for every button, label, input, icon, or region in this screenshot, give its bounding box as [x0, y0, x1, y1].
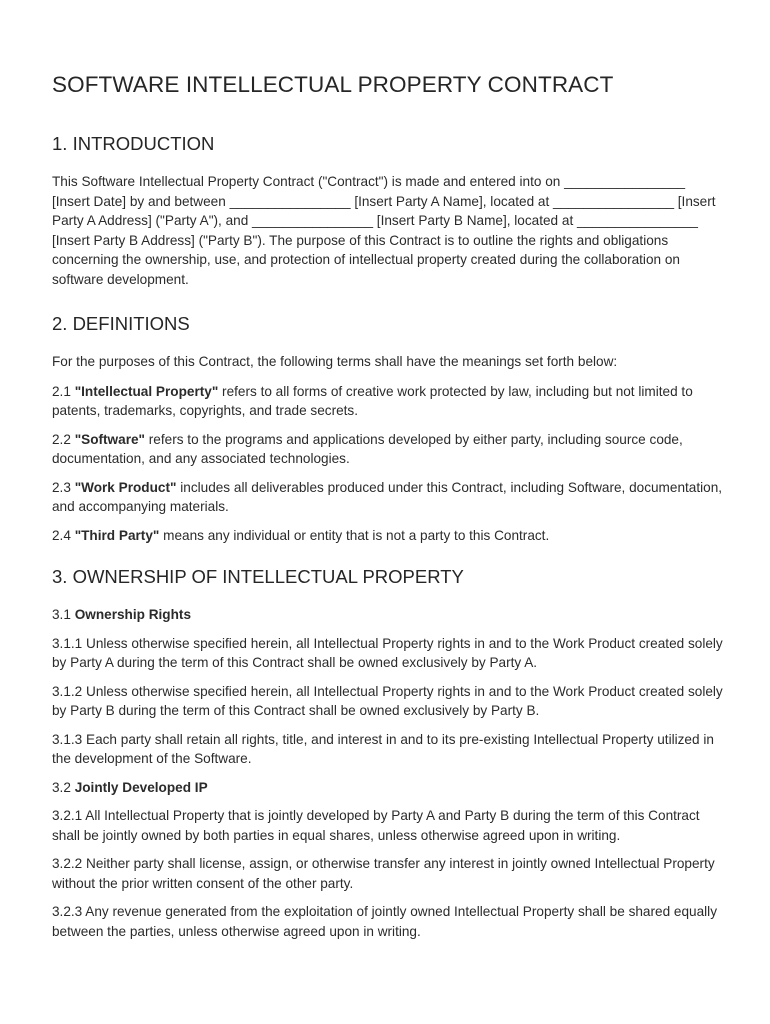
definitions-lead: For the purposes of this Contract, the following terms shall have the meanings set forth below:: [52, 354, 618, 369]
definition-item: [52, 478, 724, 517]
definition-text: refers to the programs and applications developed by either party, including source code, documentation, and any associated technologies.: [52, 431, 683, 466]
clause-paragraph: 3.2.2 Neither party shall license, assign, or otherwise transfer any interest in jointly owned Intellectual Property without the prior written consent of the other party.: [52, 856, 715, 891]
subsection-heading: [52, 605, 724, 625]
subsection-heading: [52, 778, 724, 798]
definition-number: 2.2: [52, 431, 71, 447]
definition-item: [52, 526, 724, 546]
definition-number: 2.1: [52, 383, 71, 399]
clause-paragraph: 3.1.2 Unless otherwise specified herein, all Intellectual Property rights in and to the Work Product created solely by Party B during the term of this Contract shall be owned exclusively by Party B.: [52, 683, 723, 718]
definition-text: means any individual or entity that is not a party to this Contract.: [163, 527, 550, 543]
clause-paragraph: 3.1.1 Unless otherwise specified herein, all Intellectual Property rights in and to the Work Product created solely by Party A during the term of this Contract shall be owned exclusively by Party A.: [52, 635, 723, 670]
definition-term: "Software": [74, 431, 145, 447]
document-body: [52, 70, 724, 950]
definition-text: refers to all forms of creative work protected by law, including but not limited to patents, trademarks, copyrights, and trade secrets.: [52, 383, 693, 418]
definition-term: "Intellectual Property": [74, 383, 219, 399]
clause-paragraph: 3.1.3 Each party shall retain all rights, title, and interest in and to its pre-existing Intellectual Property utilized in the development of the Software.: [52, 731, 714, 766]
section-heading-introduction: 1. INTRODUCTION: [52, 133, 215, 154]
subsection-title: Ownership Rights: [74, 607, 191, 622]
clause-paragraph: 3.2.1 All Intellectual Property that is jointly developed by Party A and Party B during the term of this Contract shall be jointly owned by both parties in equal shares, unless otherwise agreed upon in writing.: [52, 808, 700, 843]
definition-term: "Third Party": [74, 527, 160, 543]
subsection-title: Jointly Developed IP: [74, 779, 208, 795]
introduction-paragraph: This Software Intellectual Property Contract ("Contract") is made and entered into on ________________ [Insert Date] by and between ________________ [Insert Party A Name], located at ________________ [Insert Party A Address] ("Party A"), and ________________ [Insert Party B Name], located at ________________ [Insert Party B Address] ("Party B"). The purpose of this Contract is to outline the rights and obligations concerning the ownership, use, and protection of intellectual property created during the collaboration on software development.: [52, 174, 716, 287]
document-title: SOFTWARE INTELLECTUAL PROPERTY CONTRACT: [52, 72, 614, 97]
section-heading-definitions: 2. DEFINITIONS: [52, 313, 190, 334]
definition-number: 2.3: [52, 479, 71, 495]
definition-item: [52, 382, 724, 421]
definition-term: "Work Product": [74, 479, 177, 495]
subsection-number: 3.1: [52, 607, 71, 622]
definition-text: includes all deliverables produced under this Contract, including Software, documentation, and accompanying materials.: [52, 479, 723, 514]
subsection-number: 3.2: [52, 779, 71, 795]
section-heading-ownership: 3. OWNERSHIP OF INTELLECTUAL PROPERTY: [52, 566, 464, 587]
definition-item: [52, 430, 724, 469]
definition-number: 2.4: [52, 527, 71, 543]
clause-paragraph: 3.2.3 Any revenue generated from the exploitation of jointly owned Intellectual Property shall be shared equally between the parties, unless otherwise agreed upon in writing.: [52, 904, 717, 939]
